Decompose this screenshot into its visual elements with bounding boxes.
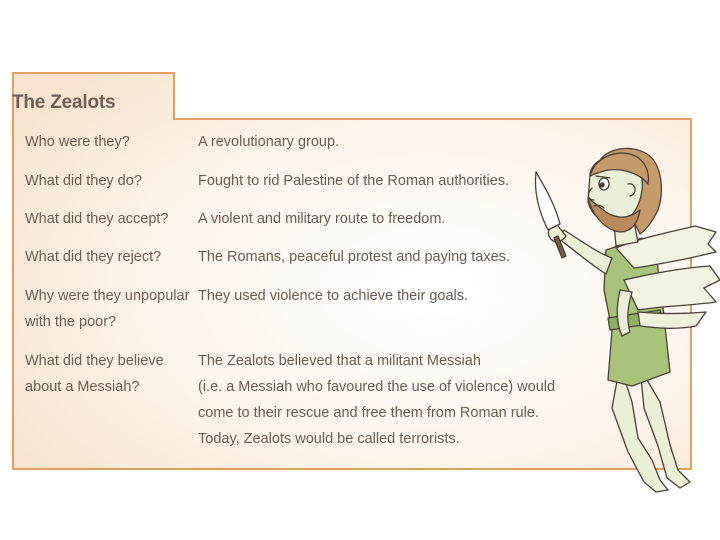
question-do xyxy=(25,168,195,194)
answer-line: A violent and military route to freedom. xyxy=(198,211,446,227)
question-messiah xyxy=(25,348,195,400)
answer-line: Today, Zealots would be called terrorists. xyxy=(198,431,460,447)
question-line: Why were they unpopular xyxy=(25,288,190,304)
question-who xyxy=(25,129,195,155)
answer-line: Fought to rid Palestine of the Roman authorities. xyxy=(198,173,510,189)
question-line: What did they accept? xyxy=(25,211,169,227)
page-title: The Zealots xyxy=(12,92,116,113)
question-line: What did they reject? xyxy=(25,249,162,265)
question-line: about a Messiah? xyxy=(25,379,140,395)
answer-do xyxy=(198,168,568,194)
zealot-illustration xyxy=(520,140,720,495)
question-accept xyxy=(25,206,195,232)
answer-line: (i.e. a Messiah who favoured the use of violence) would xyxy=(198,379,556,395)
answer-unpopular xyxy=(198,283,568,309)
question-line: What did they do? xyxy=(25,173,142,189)
question-reject xyxy=(25,244,195,270)
answer-line: A revolutionary group. xyxy=(198,134,340,150)
answer-accept xyxy=(198,206,568,232)
answer-reject xyxy=(198,244,568,270)
answer-who xyxy=(198,129,568,155)
answer-line: They used violence to achieve their goals. xyxy=(198,288,469,304)
answer-line: The Romans, peaceful protest and paying taxes. xyxy=(198,249,510,265)
question-line: Who were they? xyxy=(25,134,130,150)
question-line: with the poor? xyxy=(25,314,117,330)
answer-line: come to their rescue and free them from Roman rule. xyxy=(198,405,539,421)
question-line: What did they believe xyxy=(25,353,164,369)
answer-line: The Zealots believed that a militant Messiah xyxy=(198,353,481,369)
question-unpopular xyxy=(25,283,195,335)
answer-messiah xyxy=(198,348,568,452)
